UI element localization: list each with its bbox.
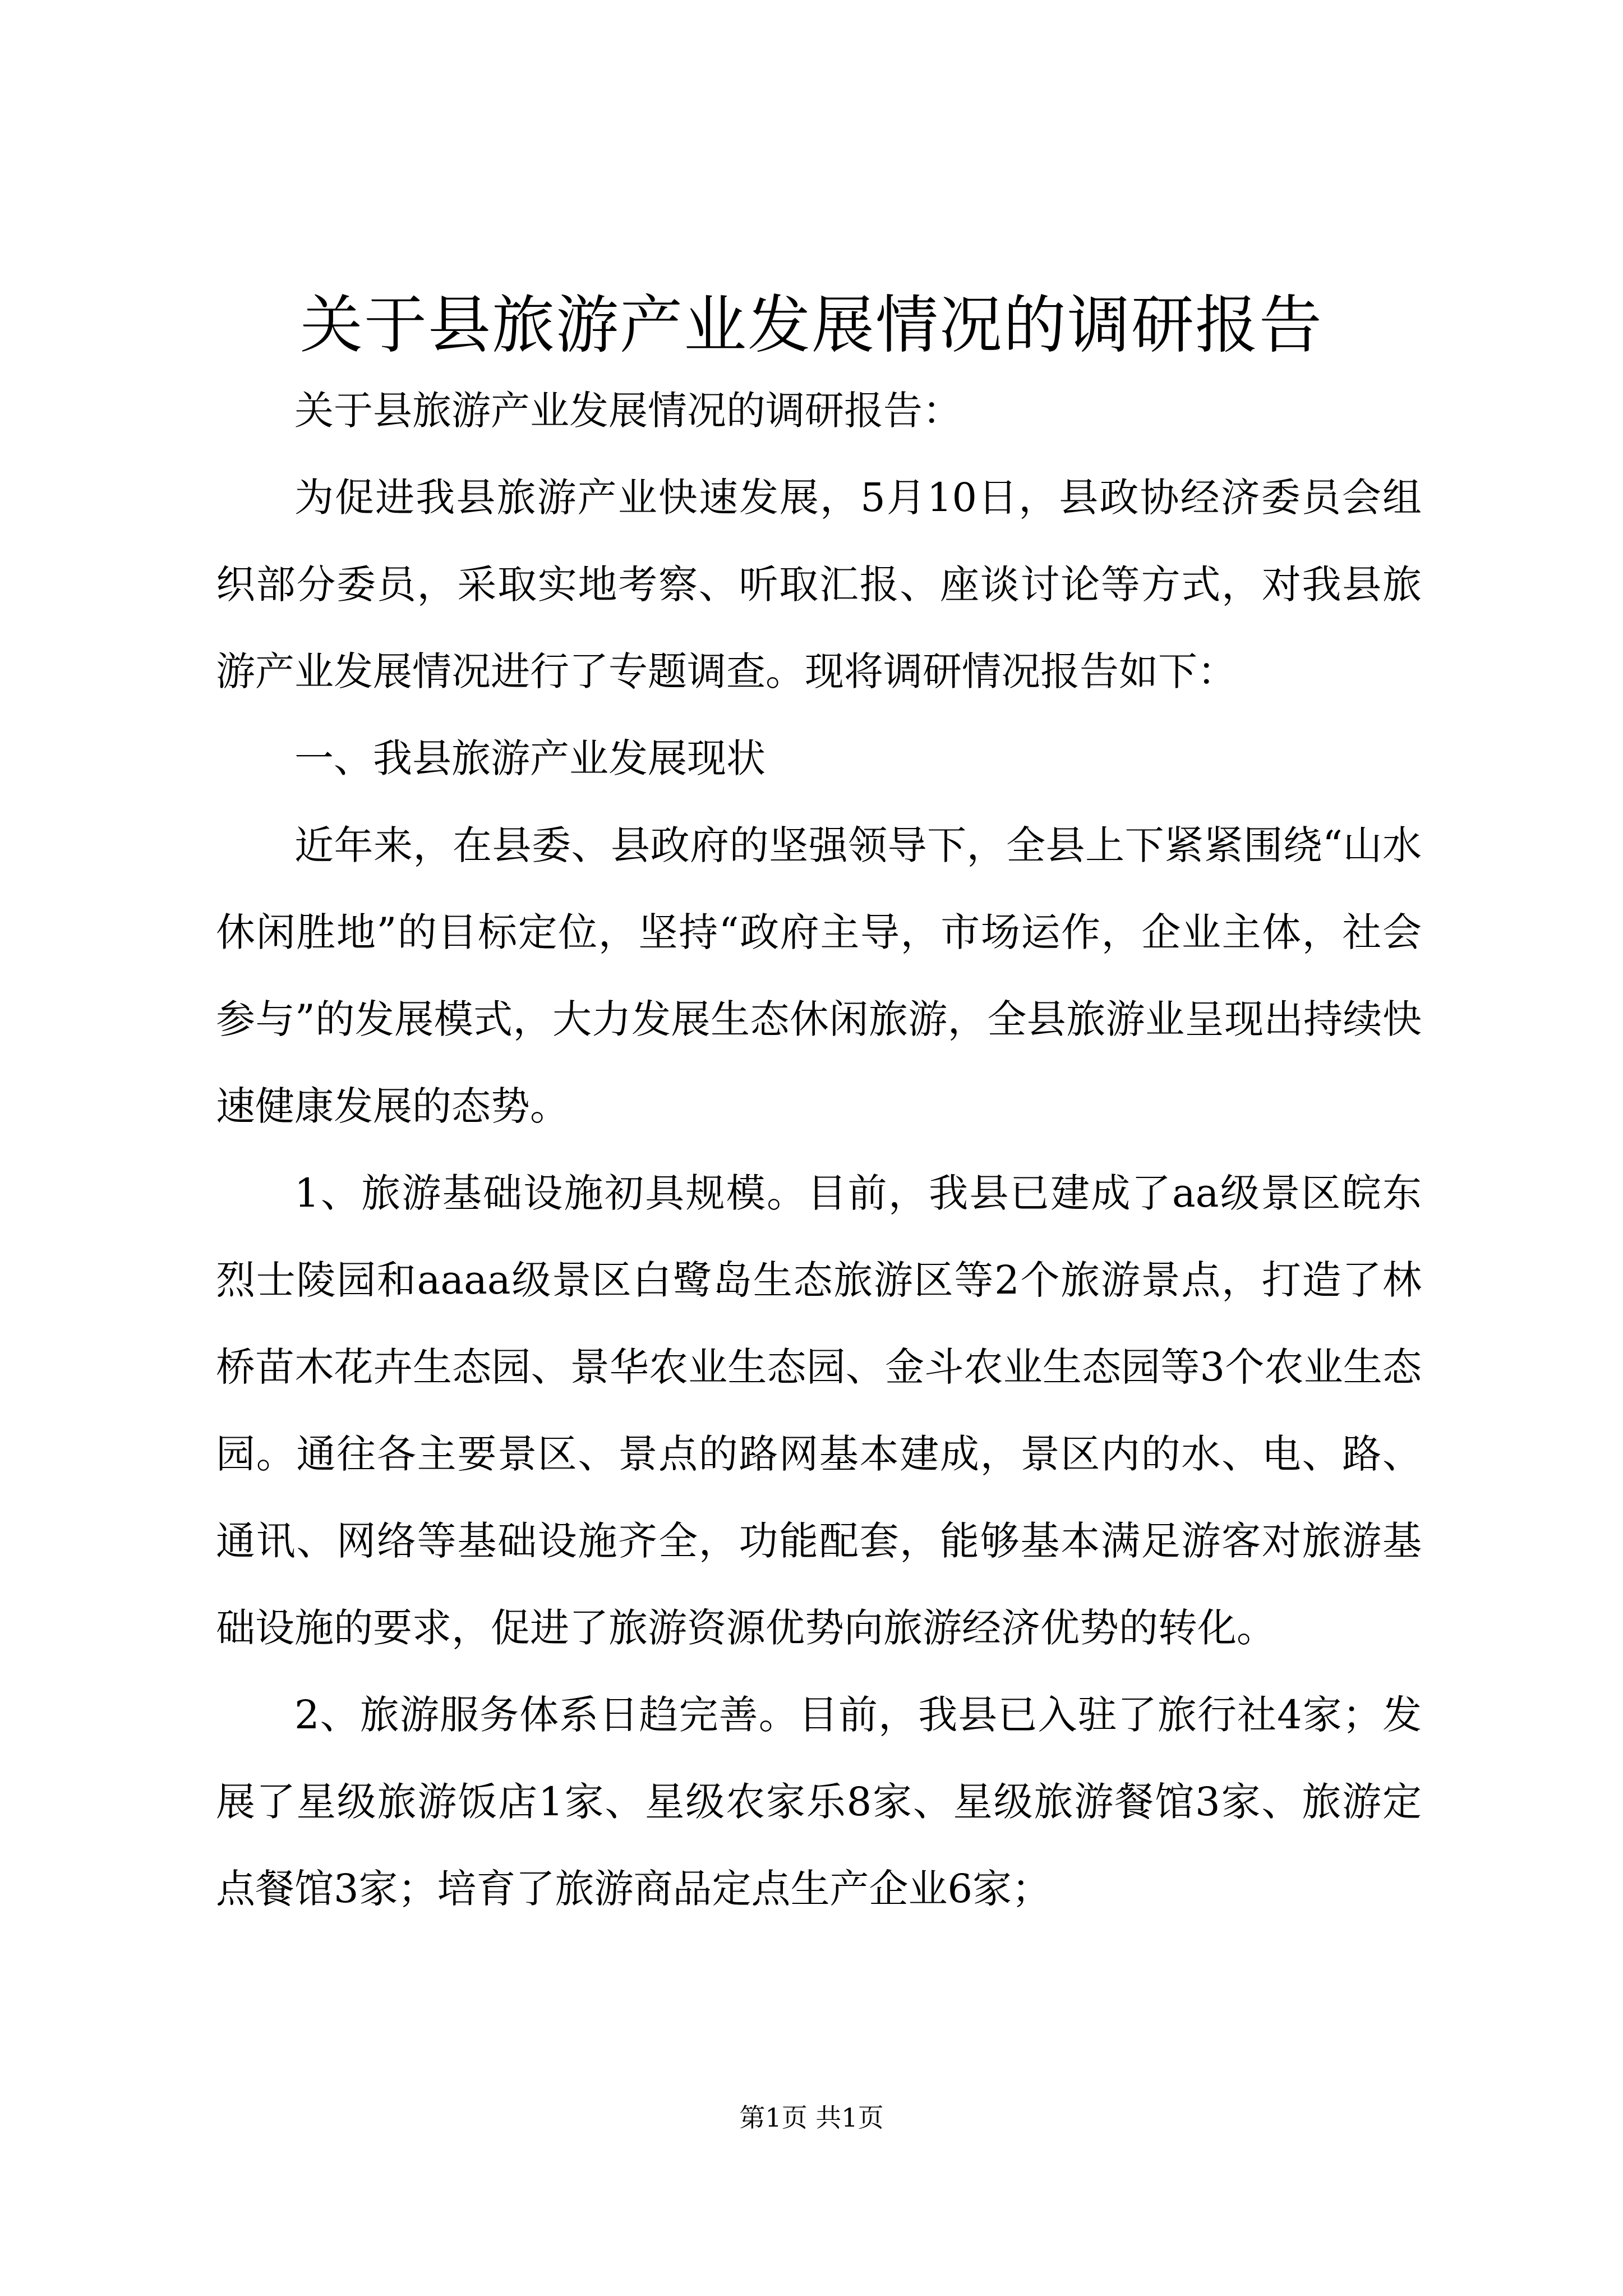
paragraph-purpose: 为促进我县旅游产业快速发展，5月10日，县政协经济委员会组织部分委员，采取实地考察、听取汇报、座谈讨论等方式，对我县旅游产业发展情况进行了专题调查。现将调研情况报告如下： <box>216 475 1422 694</box>
paragraph-intro: 关于县旅游产业发展情况的调研报告： <box>294 388 962 434</box>
paragraph-service-system: 2、旅游服务体系日趋完善。目前，我县已入驻了旅行社4家；发展了星级旅游饭店1家、星级农家乐8家、星级旅游餐馆3家、旅游定点餐馆3家；培育了旅游商品定点生产企业6家； <box>216 1692 1422 1912</box>
paragraph-infrastructure: 1、旅游基础设施初具规模。目前，我县已建成了aa级景区皖东烈士陵园和aaaa级景区白鹭岛生态旅游区等2个旅游景点，打造了林桥苗木花卉生态园、景华农业生态园、金斗农业生态园等3个农业生态园。通往各主要景区、景点的路网基本建成，景区内的水、电、路、通讯、网络等基础设施齐全，功能配套，能够基本满足游客对旅游基础设施的要求，促进了旅游资源优势向旅游经济优势的转化。 <box>216 1170 1422 1651</box>
document-body <box>216 367 1422 1932</box>
section-heading: 一、我县旅游产业发展现状 <box>294 735 766 781</box>
paragraph-overview: 近年来，在县委、县政府的坚强领导下，全县上下紧紧围绕“山水休闲胜地”的目标定位，坚持“政府主导，市场运作，企业主体，社会参与”的发展模式，大力发展生态休闲旅游，全县旅游业呈现出持续快速健康发展的态势。 <box>216 822 1422 1129</box>
page-number-footer: 第1页 共1页 <box>739 2102 884 2133</box>
document-title: 关于县旅游产业发展情况的调研报告 <box>300 289 1323 362</box>
